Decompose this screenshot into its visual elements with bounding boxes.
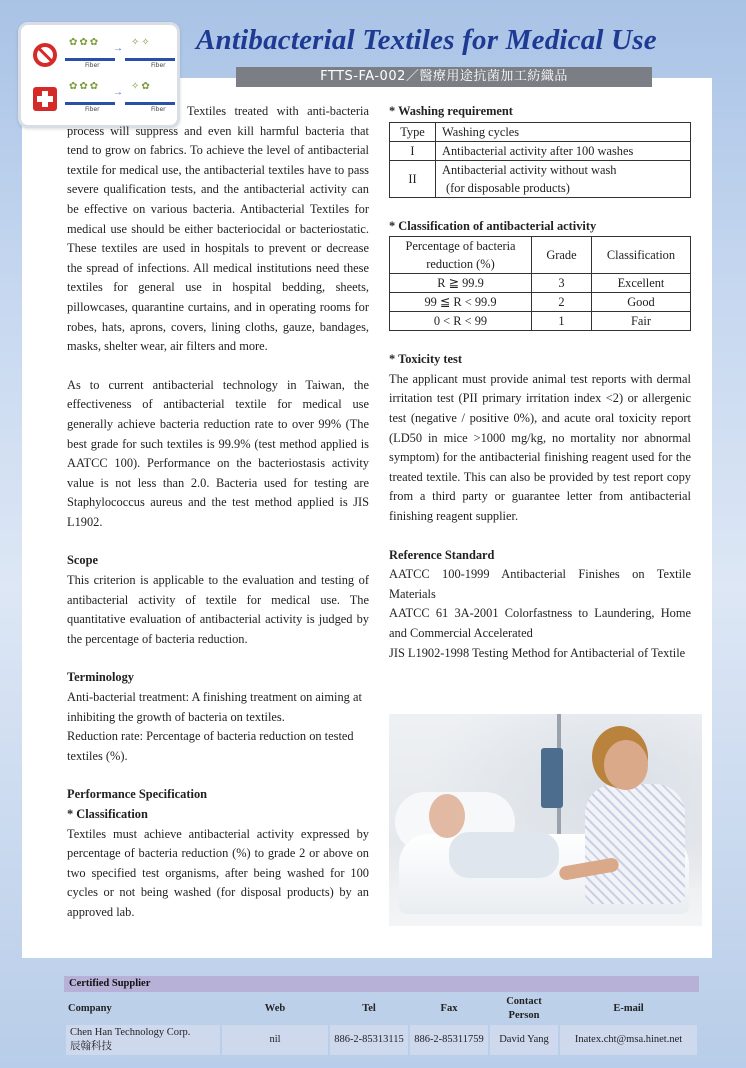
table-row [390, 160, 691, 197]
supplier-tel: 886-2-85313115 [330, 1025, 408, 1055]
infusion-monitor [541, 748, 563, 808]
washing-table [389, 122, 691, 198]
table-header: Contact Person [506, 996, 542, 1021]
table-cell-line: Antibacterial activity without wash [442, 162, 617, 177]
bacteria-icon: ✿✿✿ [69, 37, 101, 48]
classification-heading: * Classification [67, 807, 148, 821]
table-header: Grade [532, 237, 592, 274]
table-header: Web [264, 1003, 286, 1014]
fiber-label: Fiber [85, 106, 100, 113]
table-header: Classification [592, 237, 691, 274]
fiber-label: Fiber [85, 62, 100, 69]
table-header: E-mail [613, 1003, 644, 1014]
bacteria-icon: ✿✿✿ [69, 81, 101, 92]
table-cell: Antibacterial activity after 100 washes [436, 141, 691, 160]
nurse-head [604, 740, 648, 790]
reference-item: AATCC 100-1999 Antibacterial Finishes on Textile Materials [389, 567, 691, 601]
arrow-right-icon: → [113, 43, 123, 54]
table-header: Company [68, 1003, 112, 1014]
washing-heading: * Washing requirement [389, 104, 513, 118]
classification-text: Textiles must achieve antibacterial activity expressed by percentage of bacteria reduction (%) to grade 2 or above on two specified test organisms, after being washed for 100 cycles or not being washed (for disposal products) by an approved lab. [67, 826, 369, 919]
table-row [390, 312, 691, 331]
patient-body [449, 832, 559, 878]
company-name-zh: 辰翰科技 [70, 1041, 112, 1052]
supplier-web: nil [222, 1025, 328, 1055]
table-header: Tel [362, 1003, 376, 1014]
table-cell: II [390, 160, 436, 197]
reference-item: JIS L1902-1998 Testing Method for Antibacterial of Textile [389, 645, 686, 660]
terminology-heading: Terminology [67, 670, 135, 685]
no-entry-icon [33, 43, 57, 67]
fiber-label: Fiber [151, 62, 166, 69]
table-header: Fax [440, 1003, 458, 1014]
patient [429, 794, 465, 838]
table-cell: 99 ≦ R < 99.9 [390, 293, 532, 312]
table-header-line: Percentage of bacteria [405, 239, 516, 254]
scope-text: This criterion is applicable to the evaluation and testing of antibacterial activity of textile for medical use. The quantitative evaluation of antibacterial activity is judged by the percentage of bacteria reduction. [67, 573, 369, 646]
page-title: Antibacterial Textiles for Medical Use [196, 24, 657, 56]
supplier-contact: David Yang [490, 1025, 558, 1055]
table-cell: Excellent [592, 274, 691, 293]
terminology-item: Anti-bacterial treatment: A finishing treatment on aiming at inhibiting the growth of bacteria on textiles. [67, 690, 362, 724]
table-cell: 0 < R < 99 [390, 312, 532, 331]
intro-paragraph: Textiles treated with anti-bacteria process will suppress and even kill harmful bacteria that tend to grow on fabrics. To achieve the level of antibacterial textile for medical use, the antibacterial textiles have to pass severe qualification tests, and the antibacterial activity can be effective on various bacteria. Antibacterial Textiles for medical use should be either bacteriocidal or bacteriostatic. These textiles are used in hospitals to prevent or decrease the spread of infections. All medical institutions need these textiles for general use in hospital bedding, sheets, pillowcases, quarantine curtains, and in operating rooms for robes, hats, aprons, covers, lining cloths, gauze, bandages, masks, shelter wear, air filters and more. [67, 104, 369, 354]
table-cell: R ≧ 99.9 [390, 274, 532, 293]
table-cell [436, 160, 691, 197]
table-cell: 2 [532, 293, 592, 312]
hospital-photo [389, 714, 702, 926]
fiber-bar [65, 58, 115, 61]
table-cell: 1 [532, 312, 592, 331]
scope-heading: Scope [67, 553, 98, 568]
table-row [390, 293, 691, 312]
fiber-bar [125, 58, 175, 61]
table-row [390, 141, 691, 160]
bacteria-icon: ✧✧ [131, 37, 152, 48]
technology-paragraph: As to current antibacterial technology in Taiwan, the effectiveness of antibacterial textile for medical use generally achieve bacteria reduction rate to over 99% (The best grade for such textiles is 99.9% (test method applied is AATCC 100). Performance on the bacteriostasis activity value is not less than 2.0. Bacteria used for testing are Staphylococcus aureus and the test method applied is JIS L1902. [67, 377, 369, 529]
right-column [389, 102, 691, 663]
table-cell-line: (for disposable products) [446, 180, 570, 195]
left-column [67, 102, 369, 923]
activity-class-table [389, 236, 691, 331]
supplier-email: Inatex.cht@msa.hinet.net [560, 1025, 697, 1055]
medical-cross-icon [33, 87, 57, 111]
nurse [585, 784, 685, 904]
table-cell: Fair [592, 312, 691, 331]
supplier-table [64, 993, 699, 1057]
table-cell: 3 [532, 274, 592, 293]
terminology-item: Reduction rate: Percentage of bacteria reduction on tested textiles (%). [67, 729, 354, 763]
company-name-en: Chen Han Technology Corp. [70, 1027, 191, 1038]
reference-item: AATCC 61 3A-2001 Colorfastness to Laundering, Home and Commercial Accelerated [389, 606, 691, 640]
activity-class-heading: * Classification of antibacterial activity [389, 218, 597, 233]
toxicity-text: The applicant must provide animal test reports with dermal irritation test (PII primary irritation index <2) or allergenic test (negative / positive 0%), and acute oral toxicity report (LD50 in mice >1000 mg/kg, no mortality nor abnormal symptom) for the antibacterial finishing reagent used for the treated textile. This can also be provided by test report copy from a third party or guarantee letter from antibacterial finishing reagent supplier. [389, 371, 691, 523]
arrow-right-icon: → [113, 87, 123, 98]
table-header [390, 237, 532, 274]
supplier-company [66, 1025, 220, 1055]
table-cell: I [390, 141, 436, 160]
performance-heading: Performance Specification [67, 787, 208, 802]
reference-heading: Reference Standard [389, 547, 495, 562]
table-header: Washing cycles [436, 122, 691, 141]
fiber-label: Fiber [151, 106, 166, 113]
table-row [66, 1025, 697, 1055]
certified-supplier-bar: Certified Supplier [64, 976, 699, 992]
table-cell: Good [592, 293, 691, 312]
fiber-diagram-row-top [65, 35, 177, 69]
table-row [390, 274, 691, 293]
bacteria-icon: ✧✿ [131, 81, 152, 92]
standard-code-bar: FTTS-FA-002／醫療用途抗菌加工紡織品 [236, 67, 652, 87]
supplier-fax: 886-2-85311759 [410, 1025, 488, 1055]
toxicity-heading: * Toxicity test [389, 352, 462, 367]
table-header: Type [390, 122, 436, 141]
table-header-line: reduction (%) [426, 257, 495, 272]
